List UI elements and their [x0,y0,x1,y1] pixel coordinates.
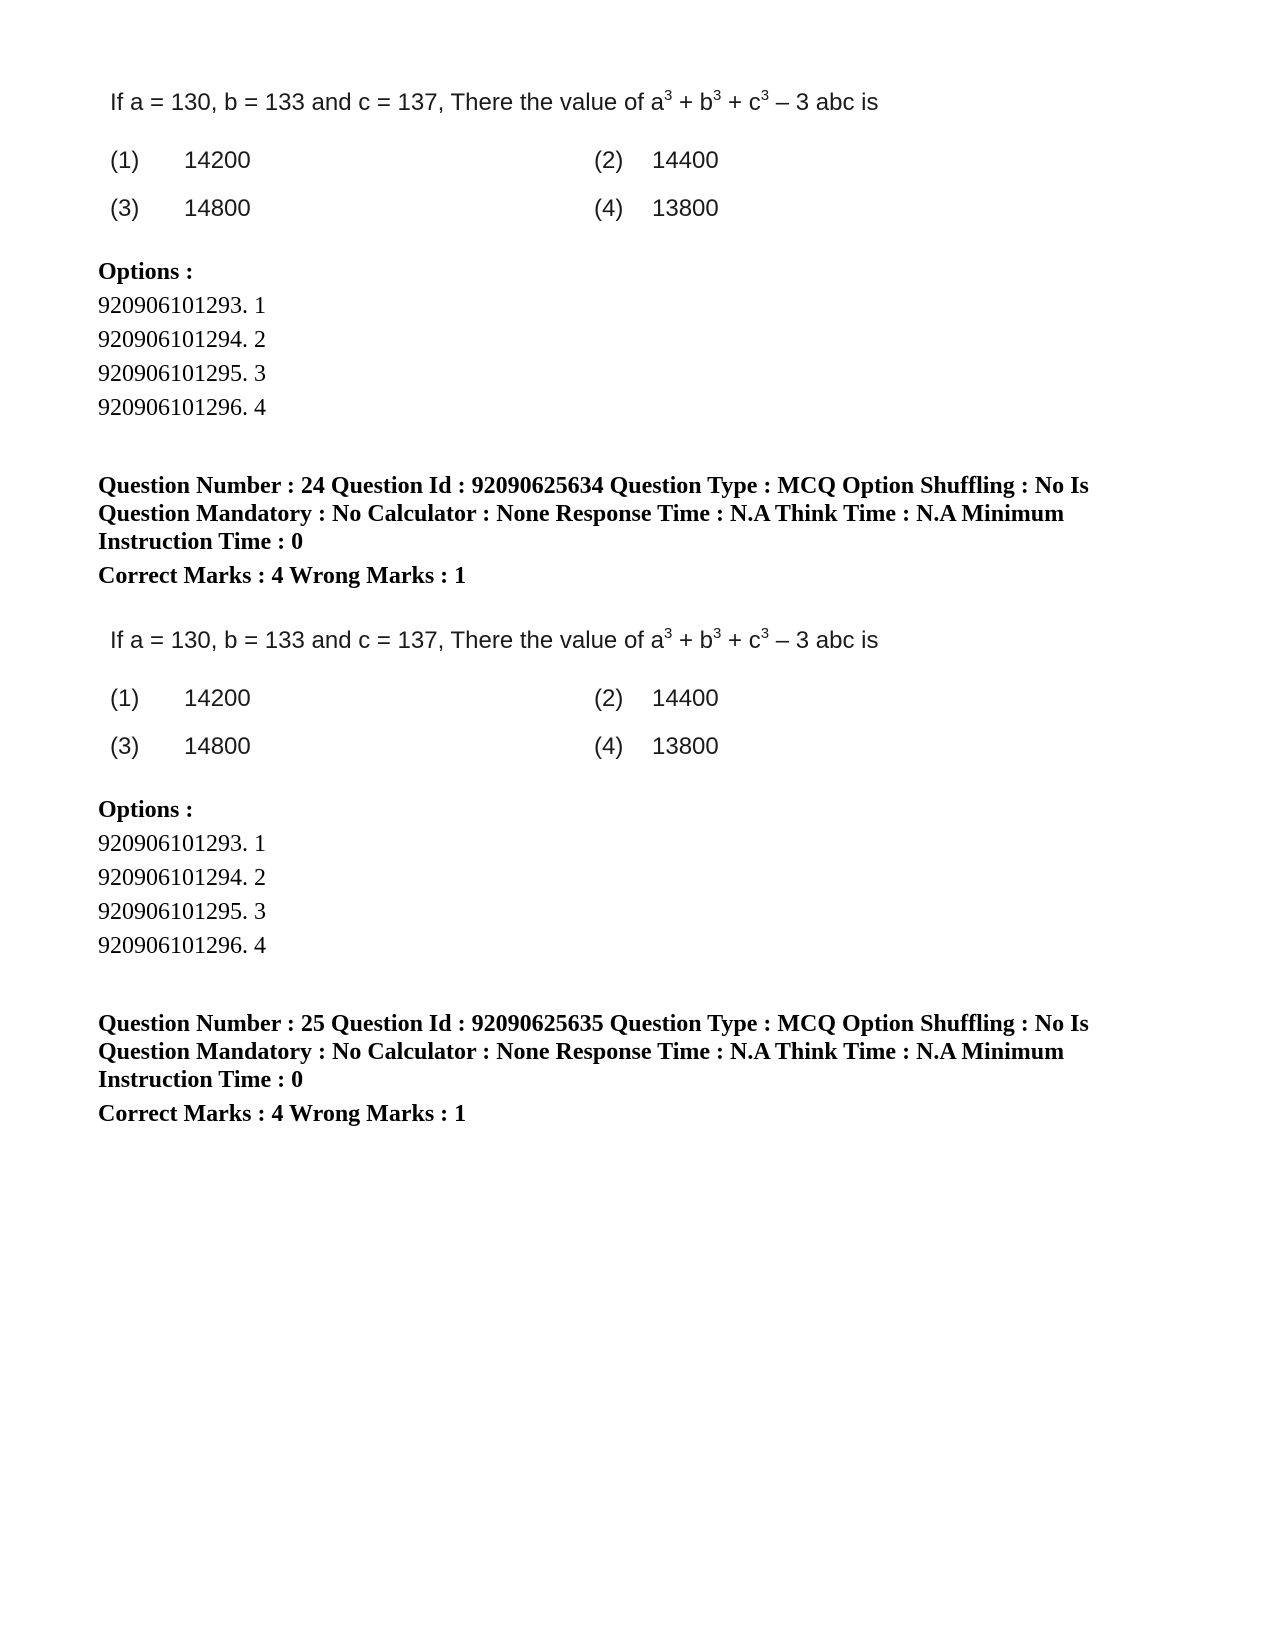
meta-line: Instruction Time : 0 [98,1067,304,1093]
option-line: 920906101293. 1 [98,293,266,319]
choice-4: (4) 13800 [594,195,719,222]
option-line: 920906101294. 2 [98,327,266,353]
option-line: 920906101294. 2 [98,865,266,891]
choice-3: (3) 14800 [110,733,251,760]
question-stem: If a = 130, b = 133 and c = 137, There the value of $a^3 + b^3 + c^3 - 3$ abc is [110,625,879,654]
meta-line: Question Number : 25 Question Id : 92090625635 Question Type : MCQ Option Shuffling : No Is [98,1011,1089,1037]
marks-line: Correct Marks : 4 Wrong Marks : 1 [98,563,467,589]
question-image [110,626,930,766]
options-title: Options : [98,797,194,823]
choice-2: (2) 14400 [594,685,719,712]
choice-3: (3) 14800 [110,195,251,222]
meta-line: Question Number : 24 Question Id : 92090625634 Question Type : MCQ Option Shuffling : No Is [98,473,1089,499]
options-title: Options : [98,259,194,285]
meta-line: Instruction Time : 0 [98,529,304,555]
meta-line: Question Mandatory : No Calculator : None Response Time : N.A Think Time : N.A Minimum [98,501,1065,527]
question-stem: If a = 130, b = 133 and c = 137, There the value of $a^3 + b^3 + c^3 - 3$ abc is [110,87,879,116]
question-image [110,88,930,228]
choice-2: (2) 14400 [594,147,719,174]
option-line: 920906101295. 3 [98,899,266,925]
option-line: 920906101296. 4 [98,395,266,421]
option-line: 920906101295. 3 [98,361,266,387]
meta-line: Question Mandatory : No Calculator : None Response Time : N.A Think Time : N.A Minimum [98,1039,1065,1065]
choice-4: (4) 13800 [594,733,719,760]
question-meta [98,1010,1198,1128]
choice-1: (1) 14200 [110,685,251,712]
marks-line: Correct Marks : 4 Wrong Marks : 1 [98,1101,467,1127]
option-line: 920906101296. 4 [98,933,266,959]
option-line: 920906101293. 1 [98,831,266,857]
choice-1: (1) 14200 [110,147,251,174]
question-meta [98,472,1198,590]
